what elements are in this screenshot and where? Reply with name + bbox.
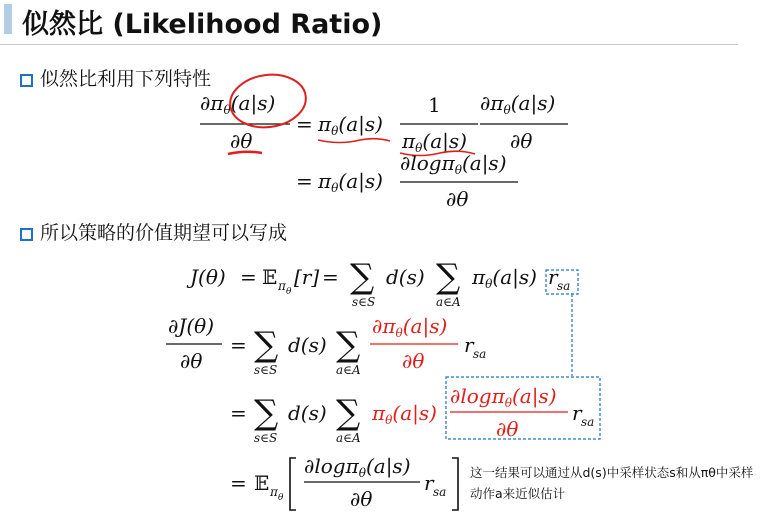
svg-text:a∈A: a∈A	[336, 431, 361, 445]
right-bracket	[452, 458, 458, 510]
svg-text:[r]: [r]	[294, 265, 320, 289]
svg-text:∂πθ(a|s): $\partial\pi_\theta(a|s)$	[372, 314, 448, 340]
svg-text:s∈S: s∈S	[254, 363, 278, 377]
svg-text:sa: sa	[557, 279, 571, 293]
svg-text:π: π	[278, 279, 286, 293]
slide-title: 似然比 (Likelihood Ratio)	[22, 9, 383, 40]
svg-text:=: =	[296, 112, 313, 136]
svg-text:sa: sa	[473, 347, 487, 361]
svg-text:∂J(θ): ∂J(θ)	[168, 314, 215, 338]
svg-text:θ: θ	[286, 287, 292, 297]
svg-text:πθ(a|s): $\pi_\theta(a|s)$	[372, 401, 437, 427]
svg-text:∂logπθ(a|s): ∂logπ$_\theta$(a|s)	[450, 384, 557, 410]
svg-text:d(s): d(s)	[288, 333, 327, 357]
svg-text:π: π	[270, 485, 278, 499]
svg-text:∑: ∑	[254, 393, 279, 433]
svg-text:∂θ: ∂θ	[446, 187, 469, 211]
equation-gradient-2	[230, 377, 600, 445]
left-bracket	[290, 458, 296, 510]
svg-text:θ: θ	[278, 493, 284, 503]
equation-1	[200, 70, 568, 156]
svg-text:πθ(a|s): $\pi_\theta(a|s)$	[318, 169, 383, 195]
svg-text:=: =	[230, 333, 247, 357]
bullet-text-value-expectation: 所以策略的价值期望可以写成	[40, 222, 288, 244]
svg-text:𝔼: 𝔼	[262, 265, 278, 289]
svg-text:∑: ∑	[350, 257, 375, 297]
svg-text:=: =	[230, 401, 247, 425]
svg-text:=: =	[230, 471, 247, 495]
svg-text:πθ(a|s): $\pi_\theta(a|s)$	[318, 112, 383, 138]
svg-text:∂θ: ∂θ	[180, 349, 203, 373]
red-underline-annotation	[228, 152, 262, 154]
equation-2	[296, 151, 518, 211]
svg-text:∑: ∑	[436, 257, 461, 297]
red-wavy-underline	[318, 139, 390, 143]
svg-text:∑: ∑	[336, 393, 361, 433]
bullet-text-property: 似然比利用下列特性	[40, 68, 212, 90]
svg-text:d(s): d(s)	[288, 401, 327, 425]
svg-text:∂logπθ(a|s): ∂logπ$_\theta$(a|s)	[400, 151, 507, 177]
svg-text:∂θ: ∂θ	[350, 487, 373, 511]
svg-text:∂πθ(a|s): $\partial\pi_\theta(a|s)$	[480, 91, 556, 117]
svg-text:=: =	[240, 265, 257, 289]
equation-gradient-3	[230, 454, 458, 511]
svg-text:r: r	[424, 471, 434, 495]
svg-text:∂θ: ∂θ	[510, 129, 533, 153]
svg-text:𝔼: 𝔼	[254, 471, 270, 495]
svg-text:∂θ: ∂θ	[230, 129, 253, 153]
svg-text:r: r	[464, 333, 474, 357]
svg-text:=: =	[296, 169, 313, 193]
svg-text:a∈A: a∈A	[336, 363, 361, 377]
svg-text:sa: sa	[581, 415, 595, 429]
svg-text:s∈S: s∈S	[352, 295, 376, 309]
svg-text:∑: ∑	[336, 325, 361, 365]
equation-gradient-1	[166, 314, 486, 377]
svg-text:d(s): d(s)	[386, 265, 425, 289]
svg-text:r: r	[548, 265, 558, 289]
svg-text:s∈S: s∈S	[254, 431, 278, 445]
svg-text:πθ(a|s): $\pi_\theta(a|s)$	[472, 265, 537, 291]
svg-text:=: =	[322, 265, 339, 289]
svg-text:J(θ): J(θ)	[190, 265, 226, 289]
svg-text:∂θ: ∂θ	[496, 417, 519, 441]
svg-text:1: 1	[428, 93, 441, 117]
svg-text:πθ(a|s): $\pi_\theta(a|s)$	[402, 129, 467, 155]
svg-text:r: r	[572, 401, 582, 425]
svg-text:sa: sa	[433, 485, 447, 499]
svg-text:∑: ∑	[254, 325, 279, 365]
approximation-note: 这一结果可以通过从d(s)中采样状态s和从πθ中采样动作a来近似估计	[470, 465, 754, 501]
svg-text:∂θ: ∂θ	[402, 349, 425, 373]
svg-text:a∈A: a∈A	[436, 295, 461, 309]
svg-text:∂logπθ(a|s): ∂logπ$_\theta$(a|s)	[304, 454, 411, 480]
svg-text:∂πθ(a|s): $\partial\pi_\theta(a|s)$	[200, 91, 276, 117]
